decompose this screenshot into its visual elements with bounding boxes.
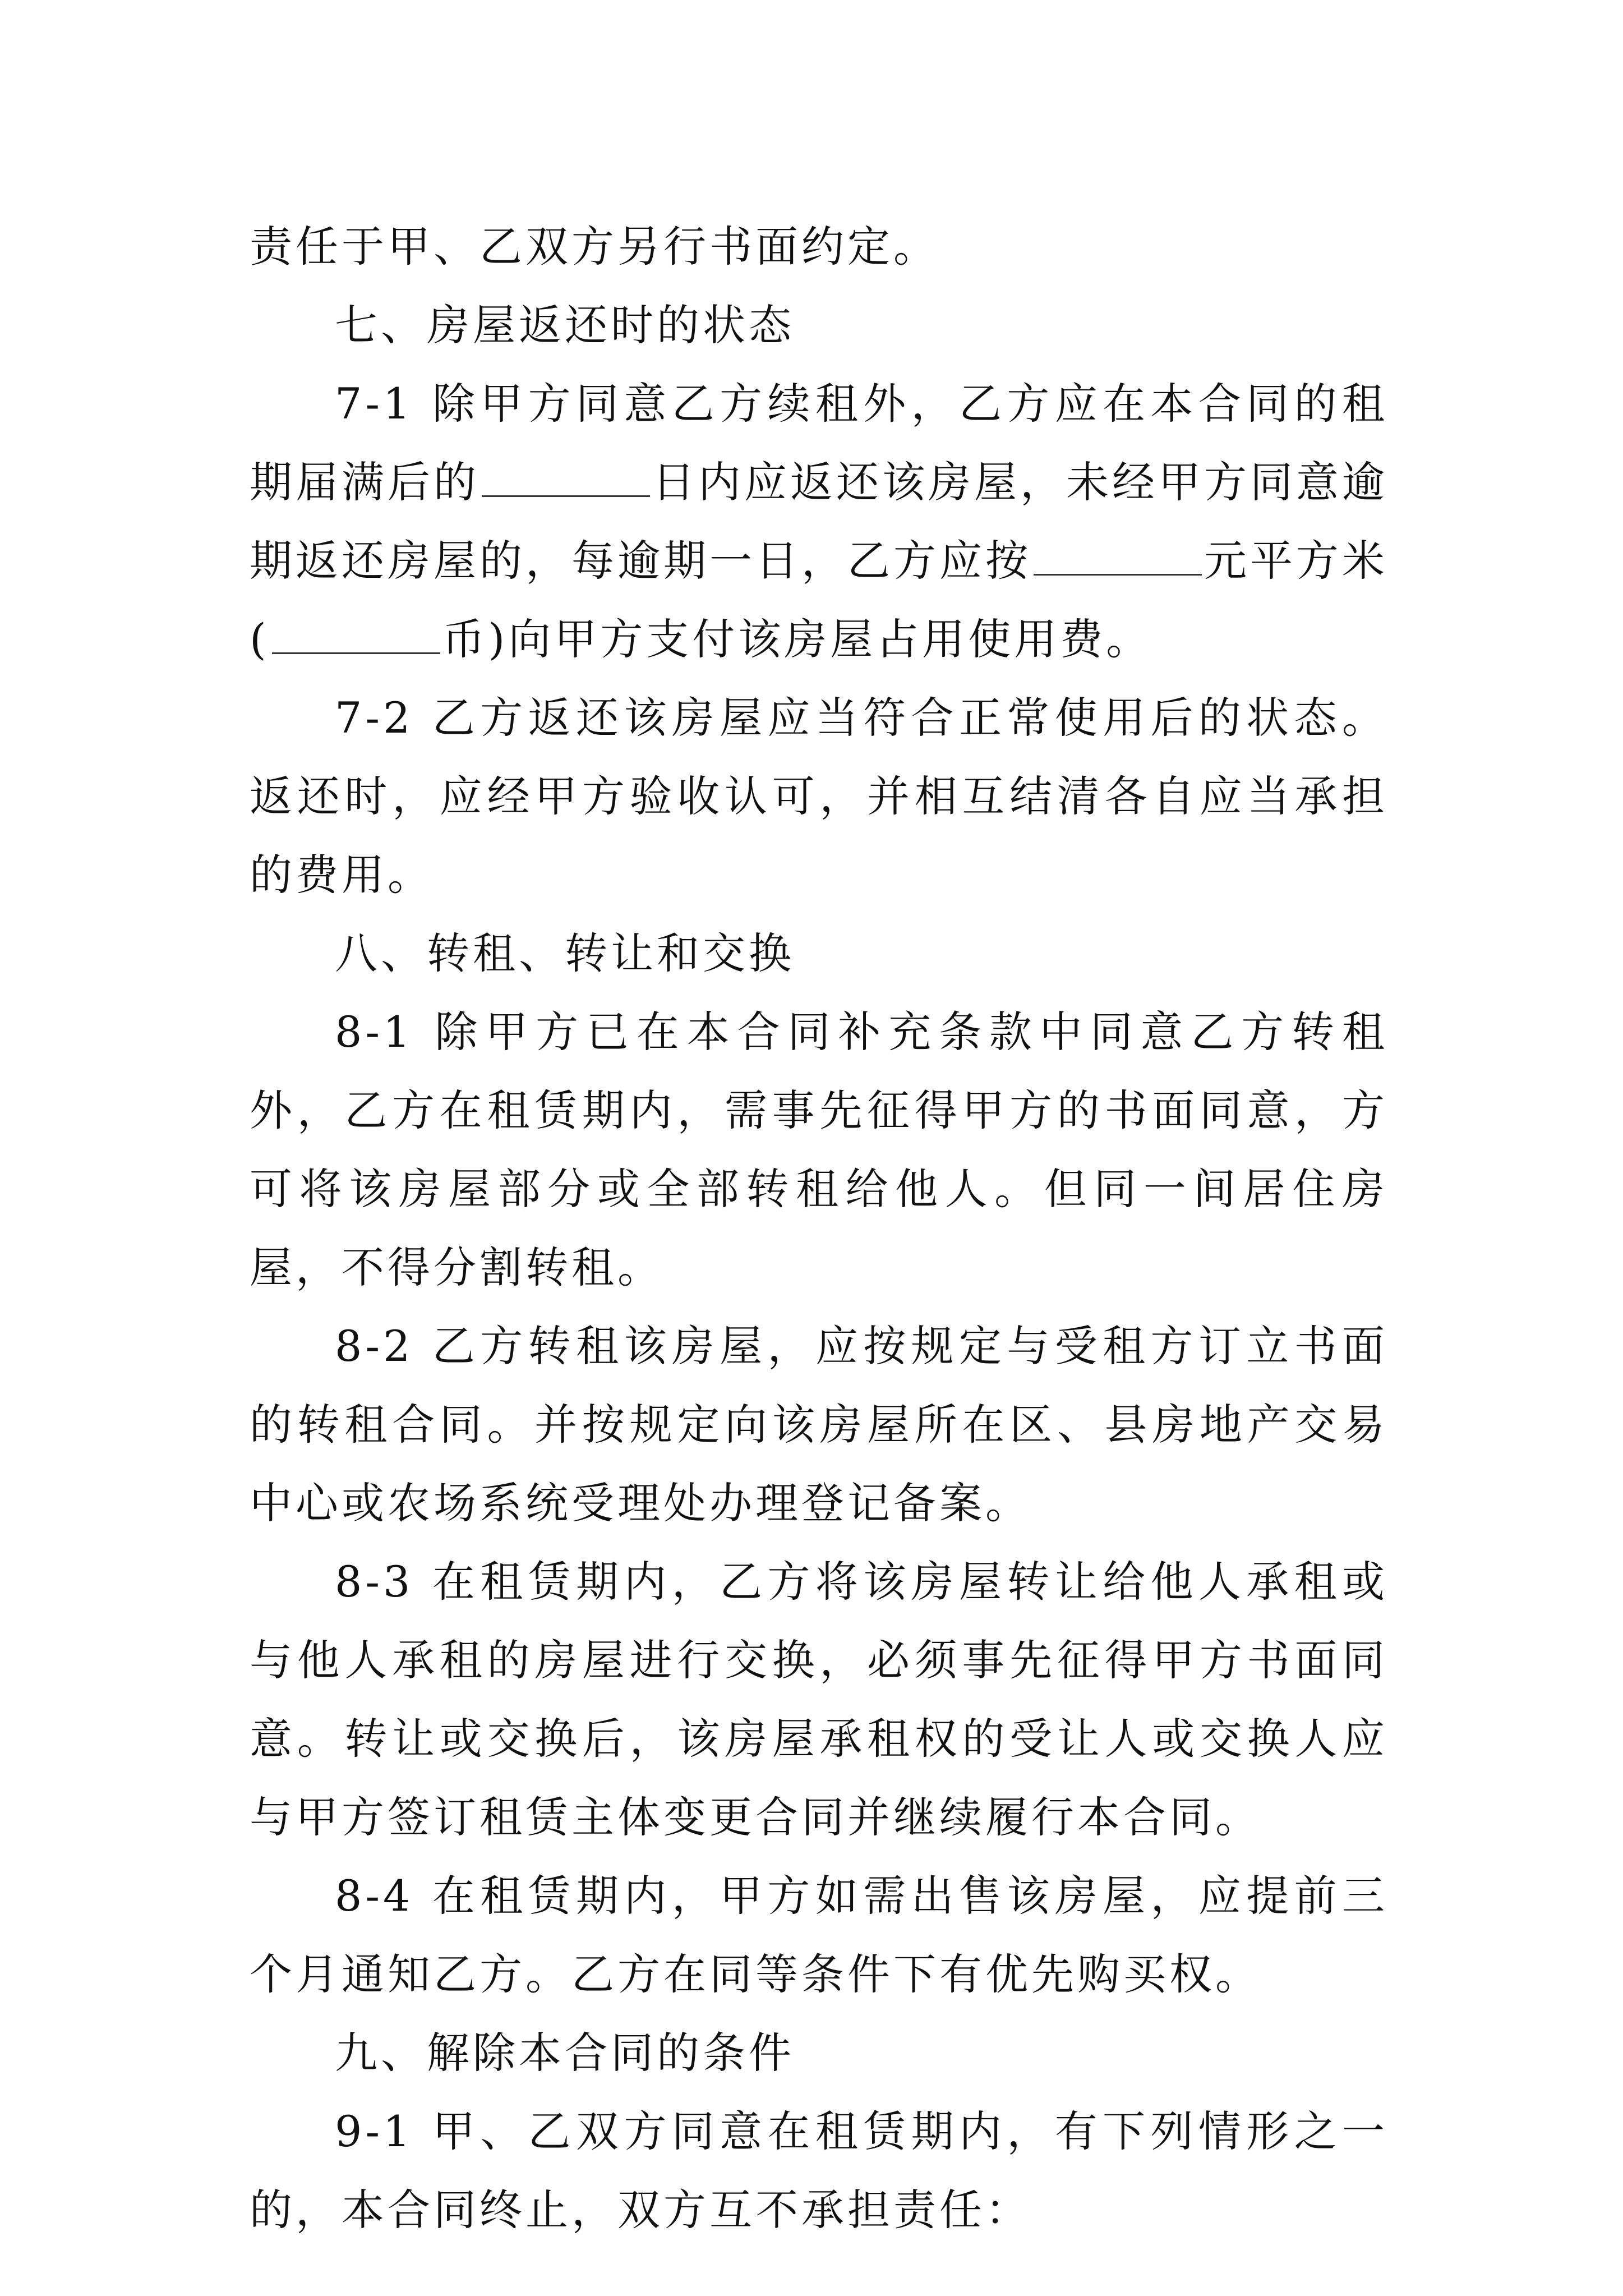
paragraph-p3 [250,679,1388,914]
paragraph-p9 [250,2014,1388,2092]
paragraph-text: 7-1 除甲方同意乙方续租外，乙方应在本合同的租期届满后的 [250,379,1388,507]
paragraph-text: 币)向甲方支付该房屋占用使用费。 [442,614,1152,664]
paragraph-p0 [250,208,1388,286]
paragraph-text: 8-1 除甲方已在本合同补充条款中同意乙方转租外，乙方在租赁期内，需事先征得甲方的书面同意，方可将该房屋部分或全部转租给他人。但同一间居住房屋，不得分割转租。 [250,1007,1388,1292]
paragraph-p7 [250,1543,1388,1857]
paragraph-text: 7-2 乙方返还该房屋应当符合正常使用后的状态。返还时，应经甲方验收认可，并相互结清各自应当承担的费用。 [250,693,1388,900]
paragraph-p10 [250,2092,1388,2249]
paragraph-text: 九、解除本合同的条件 [335,2028,795,2078]
paragraph-text: 八、转租、转让和交换 [335,928,795,978]
paragraph-text: 日内应返还该房屋，未经甲方同意逾期返还房屋的，每逾期一日，乙方应按 [250,457,1388,586]
fill-in-blank [1034,540,1202,576]
paragraph-text: 七、房屋返还时的状态 [335,300,795,350]
paragraph-text: 8-3 在租赁期内，乙方将该房屋转让给他人承租或与他人承租的房屋进行交换，必须事先征得甲方书面同意。转让或交换后，该房屋承租权的受让人或交换人应与甲方签订租赁主体变更合同并继续履行本合同。 [250,1557,1388,1842]
paragraph-text: 9-1 甲、乙双方同意在租赁期内，有下列情形之一的，本合同终止，双方互不承担责任： [250,2106,1388,2235]
paragraph-text: 元平方米( [250,536,1388,664]
paragraph-p1 [250,286,1388,365]
paragraph-p2 [250,365,1388,679]
paragraph-p8 [250,1857,1388,2014]
paragraph-p4 [250,914,1388,993]
paragraph-p6 [250,1307,1388,1543]
contract-text-body [250,208,1388,2249]
paragraph-text: 8-2 乙方转租该房屋，应按规定与受租方订立书面的转租合同。并按规定向该房屋所在区、县房地产交易中心或农场系统受理处办理登记备案。 [250,1321,1388,1528]
paragraph-text: 8-4 在租赁期内，甲方如需出售该房屋，应提前三个月通知乙方。乙方在同等条件下有优先购买权。 [250,1871,1388,1999]
paragraph-text: 责任于甲、乙双方另行书面约定。 [250,222,939,272]
paragraph-p5 [250,993,1388,1307]
fill-in-blank [272,619,440,654]
fill-in-blank [482,462,650,497]
